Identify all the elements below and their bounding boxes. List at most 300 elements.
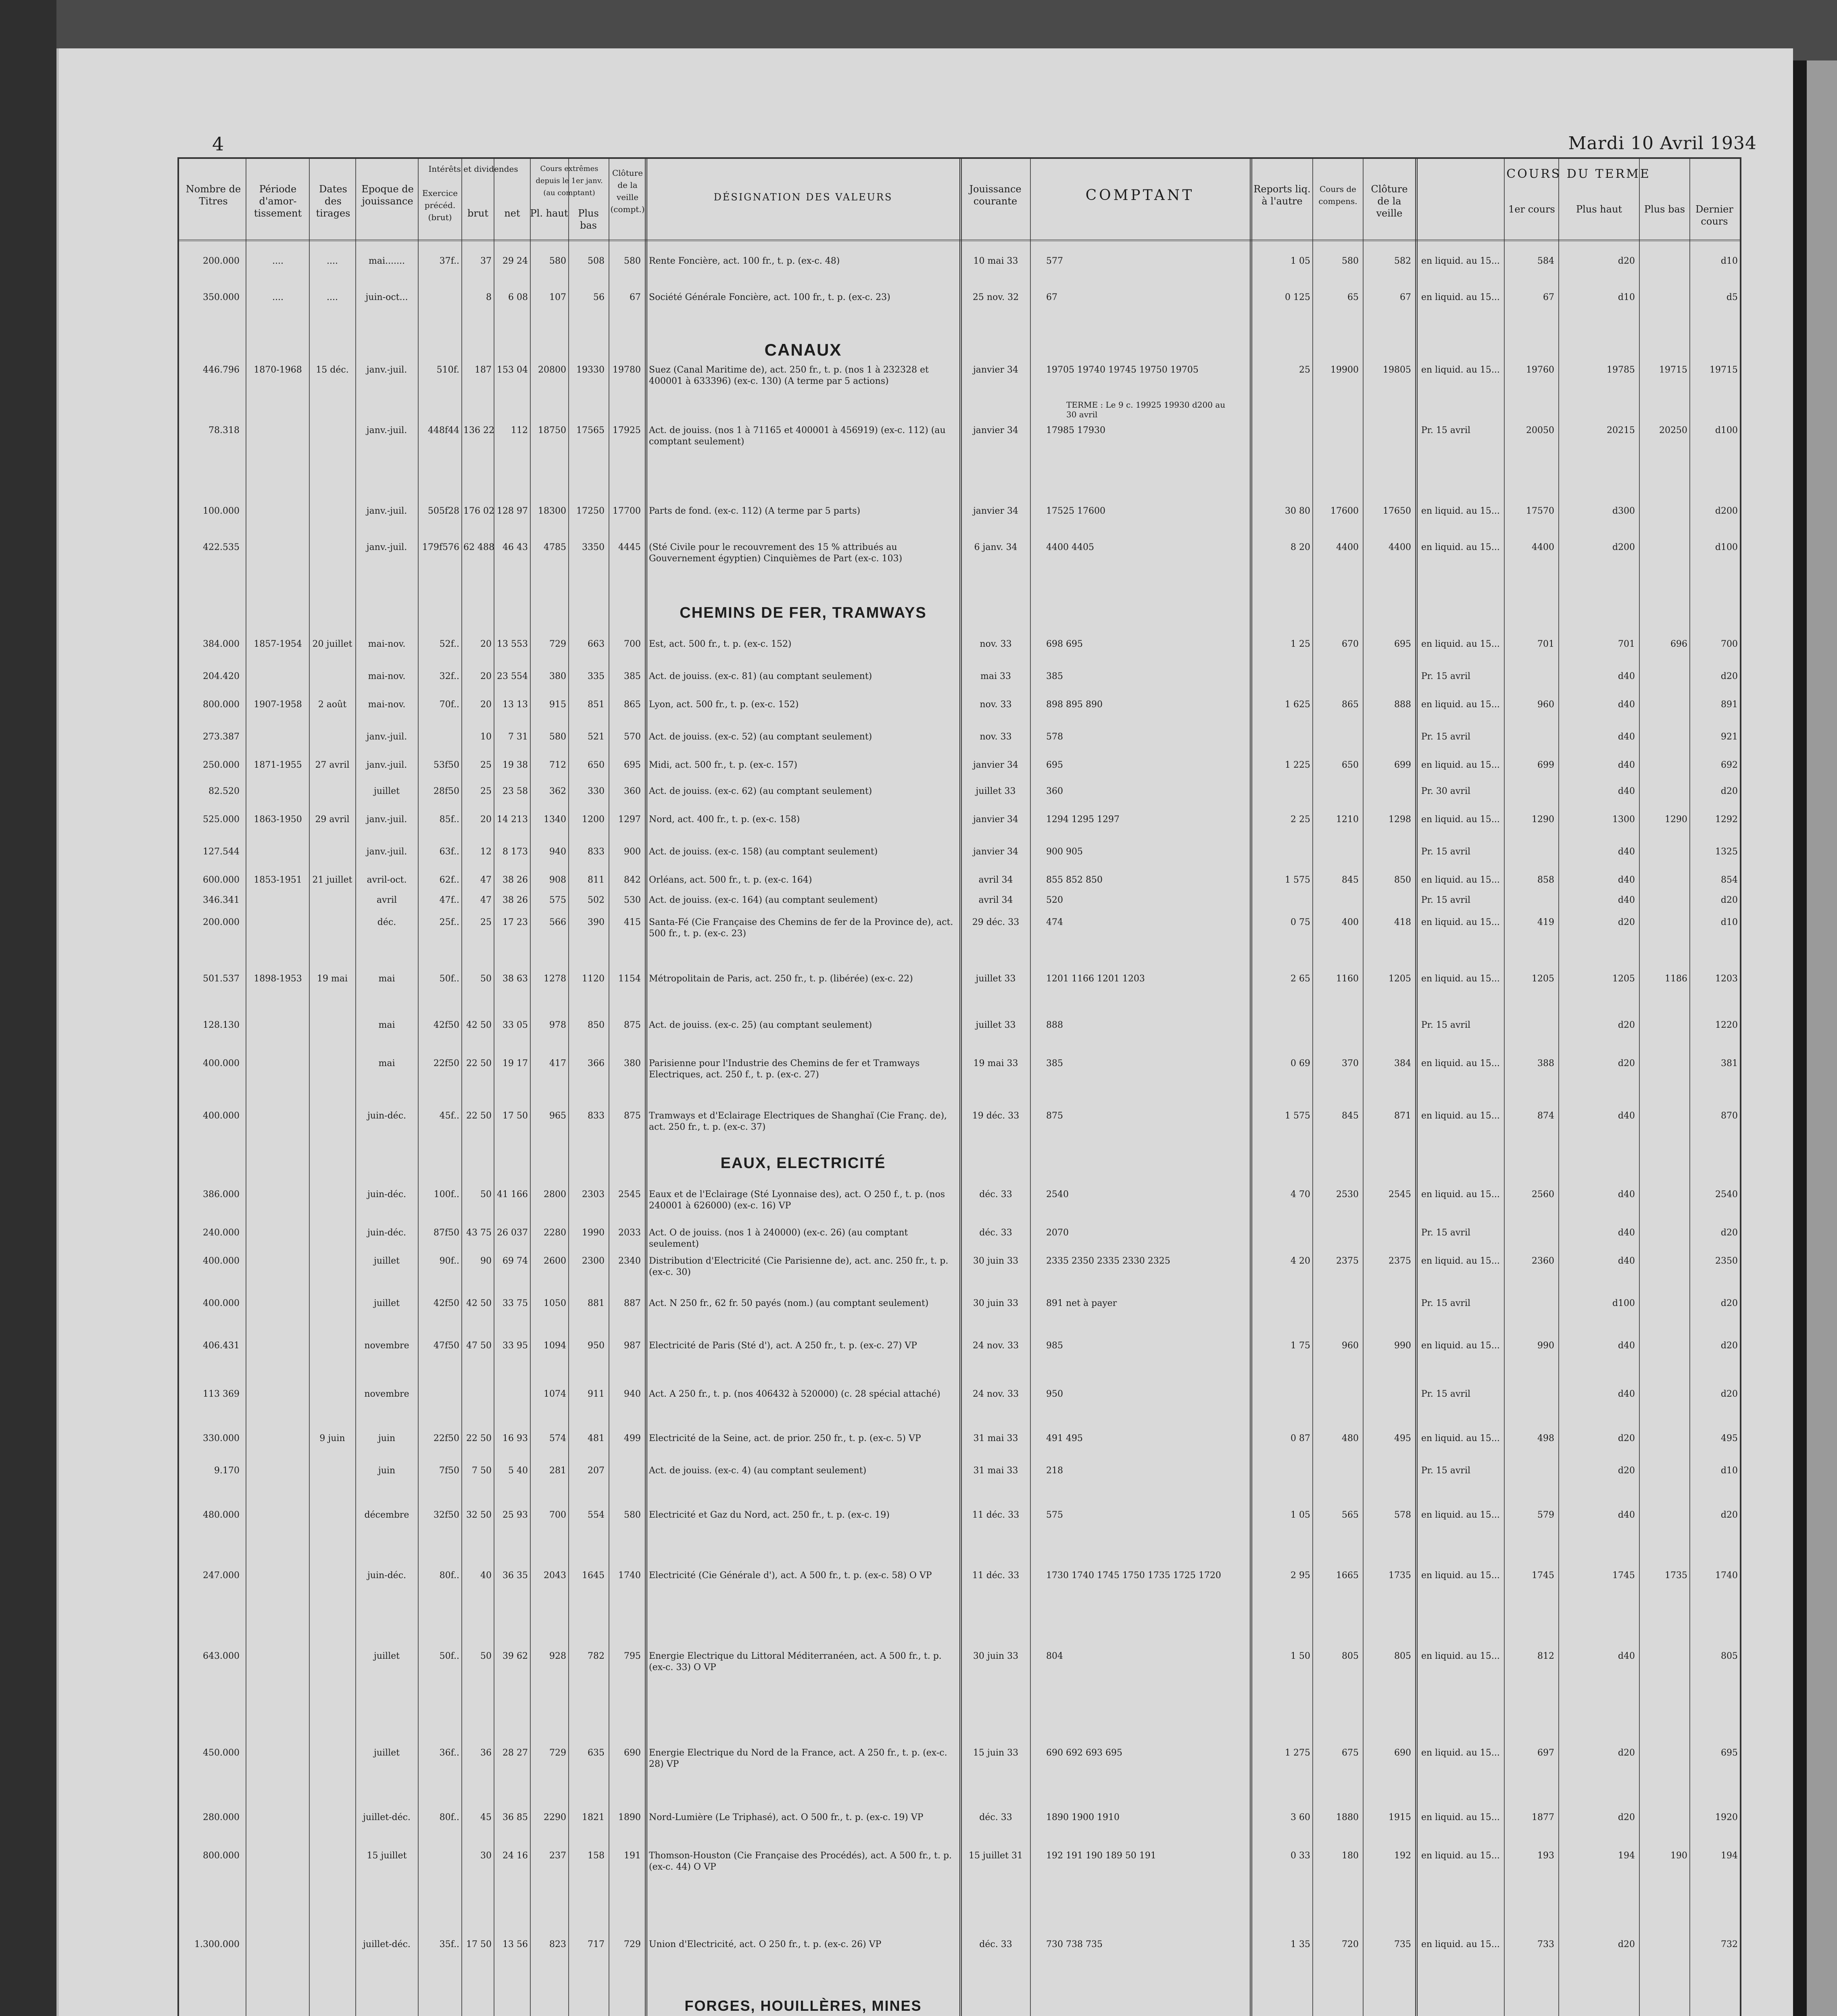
cell-liq: en liquid. au 15...: [1421, 1189, 1500, 1200]
header-cours-du-terme: COURS DU TERME: [1506, 167, 1651, 181]
cell-p1: 960: [1537, 700, 1554, 710]
cell-clot: 384: [1394, 1058, 1411, 1068]
cell-ex: 90f..: [439, 1256, 459, 1266]
cell-brut: 22 50: [466, 1433, 492, 1443]
cell-ph: d20: [1618, 256, 1635, 266]
cell-net: 13 13: [503, 700, 528, 710]
cell-jouis: 30 juin 33: [973, 1298, 1019, 1308]
cell-titres: 643.000: [203, 1651, 240, 1661]
cell-epoque: avril-oct.: [367, 875, 407, 885]
cell-desig: Act. A 250 fr., t. p. (nos 406432 à 520000) (c. 28 spécial attaché): [649, 1389, 940, 1399]
cell-net: 26 037: [497, 1228, 528, 1238]
header-designation: DÉSIGNATION DES VALEURS: [713, 192, 893, 203]
cell-desig: Act. de jouiss. (ex-c. 52) (au comptant seulement): [649, 732, 872, 742]
cell-brut: 32 50: [466, 1510, 492, 1520]
cell-jouis: juillet 33: [976, 786, 1016, 796]
cell-clot: 2375: [1389, 1256, 1411, 1266]
cell-titres: 406.431: [203, 1341, 240, 1351]
cell-liq: en liquid. au 15...: [1421, 542, 1500, 552]
cell-compt: 4400 4405: [1046, 542, 1094, 552]
cell-ex: 32f50: [433, 1510, 459, 1520]
cell-veille: 1154: [618, 974, 641, 984]
cell-jouis: nov. 33: [980, 639, 1012, 649]
cell-liq: Pr. 15 avril: [1421, 1389, 1471, 1399]
cell-titres: 330.000: [203, 1433, 240, 1443]
cell-clot: 495: [1394, 1433, 1411, 1443]
cell-brut: 50: [480, 1651, 492, 1661]
cell-dern: 805: [1721, 1651, 1738, 1661]
cell-rep: 3 60: [1291, 1812, 1310, 1822]
cell-liq: Pr. 15 avril: [1421, 847, 1471, 857]
cell-net: 36 35: [503, 1570, 528, 1581]
cell-phaut: 908: [549, 875, 566, 885]
cell-phaut: 1050: [544, 1298, 566, 1308]
cell-ph: d40: [1618, 847, 1635, 857]
cell-brut: 47: [480, 875, 492, 885]
cell-clot: 990: [1394, 1341, 1411, 1351]
cell-epoque: juillet: [374, 1256, 400, 1266]
cell-compt: 578: [1046, 732, 1063, 742]
cell-veille: 360: [624, 786, 641, 796]
cell-ph: d20: [1618, 1433, 1635, 1443]
cell-coursp: 580: [1342, 256, 1359, 266]
cell-epoque: janv.-juil.: [366, 506, 407, 516]
cell-dern: 700: [1721, 639, 1738, 649]
cell-net: 33 05: [503, 1020, 528, 1030]
cell-liq: en liquid. au 15...: [1421, 256, 1500, 266]
cell-epoque: janv.-juil.: [366, 847, 407, 857]
cell-p1: 67: [1543, 292, 1554, 302]
cell-liq: en liquid. au 15...: [1421, 760, 1500, 770]
cell-veille: 795: [624, 1651, 641, 1661]
cell-ph: d40: [1618, 875, 1635, 885]
cell-phaut: 729: [549, 639, 566, 649]
cell-tirage: 2 août: [318, 700, 347, 710]
cell-veille: 875: [624, 1020, 641, 1030]
cell-pbas: 3350: [582, 542, 605, 552]
cell-pb: 19715: [1659, 365, 1687, 375]
cell-epoque: juin-oct...: [365, 292, 408, 302]
header-jouissance: Jouissance courante: [969, 183, 1022, 207]
cell-desig: Act. de jouiss. (ex-c. 81) (au comptant seulement): [649, 671, 872, 681]
cell-ph: d40: [1618, 700, 1635, 710]
cell-liq: en liquid. au 15...: [1421, 814, 1500, 825]
cell-brut: 42 50: [466, 1298, 492, 1308]
cell-liq: en liquid. au 15...: [1421, 1851, 1500, 1861]
header-cloture: Clôture de la veille: [1371, 183, 1408, 219]
cell-phaut: 362: [549, 786, 566, 796]
cell-jouis: nov. 33: [980, 700, 1012, 710]
cell-liq: en liquid. au 15...: [1421, 506, 1500, 516]
cell-brut: 36: [480, 1748, 492, 1758]
cell-desig: Société Générale Foncière, act. 100 fr., t. p. (ex-c. 23): [649, 292, 890, 302]
cell-net: 38 26: [503, 875, 528, 885]
cell-net: 69 74: [503, 1256, 528, 1266]
cell-desig: Lyon, act. 500 fr., t. p. (ex-c. 152): [649, 700, 799, 710]
cell-compt: 218: [1046, 1466, 1063, 1476]
cell-clot: 418: [1394, 917, 1411, 927]
cell-coursp: 19900: [1330, 365, 1359, 375]
cell-phaut: 978: [549, 1020, 566, 1030]
cell-jouis: 24 nov. 33: [972, 1389, 1019, 1399]
cell-epoque: janv.-juil.: [366, 760, 407, 770]
cell-net: 5 40: [508, 1466, 528, 1476]
terme-note: TERME : Le 9 c. 19925 19930 d200 au 30 avril: [1066, 400, 1226, 419]
cell-coursp: 845: [1342, 1111, 1359, 1121]
cell-coursp: 2375: [1336, 1256, 1359, 1266]
cell-tirage: 27 avril: [315, 760, 350, 770]
cell-coursp: 1210: [1336, 814, 1359, 825]
cell-jouis: 19 mai 33: [973, 1058, 1018, 1068]
header-reports: Reports liq. à l'autre: [1253, 183, 1311, 207]
cell-titres: 350.000: [203, 292, 240, 302]
cell-pbas: 650: [588, 760, 605, 770]
cell-phaut: 4785: [544, 542, 566, 552]
cell-brut: 20: [480, 814, 492, 825]
cell-amort: 1870-1968: [254, 365, 302, 375]
cell-brut: 37: [480, 256, 492, 266]
cell-ph: d40: [1618, 1189, 1635, 1200]
cell-ph: d20: [1618, 1748, 1635, 1758]
cell-compt: 67: [1046, 292, 1057, 302]
cell-dern: d10: [1720, 1466, 1738, 1476]
cell-brut: 90: [480, 1256, 492, 1266]
cell-desig: Eaux et de l'Eclairage (Sté Lyonnaise des), act. O 250 f., t. p. (nos 240001 à 626000) (ex-c. 16) VP: [649, 1189, 945, 1211]
cell-titres: 384.000: [203, 639, 240, 649]
cell-coursp: 180: [1342, 1851, 1359, 1861]
cell-liq: en liquid. au 15...: [1421, 1256, 1500, 1266]
cell-liq: en liquid. au 15...: [1421, 1058, 1500, 1068]
page-number: 4: [212, 133, 224, 155]
cell-brut: 20: [480, 671, 492, 681]
cell-liq: en liquid. au 15...: [1421, 917, 1500, 927]
cell-p1: 697: [1537, 1748, 1554, 1758]
cell-ex: 42f50: [433, 1298, 459, 1308]
cell-ph: d40: [1618, 1389, 1635, 1399]
cell-coursp: 565: [1342, 1510, 1359, 1520]
cell-rep: 1 225: [1285, 760, 1310, 770]
cell-rep: 1 35: [1291, 1939, 1310, 1949]
section-heading-chemins: CHEMINS DE FER, TRAMWAYS: [680, 604, 927, 621]
cell-pbas: 2300: [582, 1256, 605, 1266]
cell-liq: en liquid. au 15...: [1421, 1510, 1500, 1520]
cell-brut: 25: [480, 917, 492, 927]
cell-desig: Act. de jouiss. (ex-c. 4) (au comptant seulement): [649, 1466, 867, 1476]
cell-jouis: 10 mai 33: [973, 256, 1018, 266]
cell-epoque: juin-déc.: [367, 1228, 407, 1238]
cell-net: 25 93: [503, 1510, 528, 1520]
header-cloture-veille: Clôture de la veille (compt.): [610, 168, 645, 214]
cell-veille: 415: [624, 917, 641, 927]
cell-veille: 499: [624, 1433, 641, 1443]
cell-liq: Pr. 15 avril: [1421, 671, 1471, 681]
cell-dern: 381: [1721, 1058, 1738, 1068]
cell-epoque: déc.: [377, 917, 396, 927]
cell-titres: 240.000: [203, 1228, 240, 1238]
cell-dern: d200: [1715, 506, 1738, 516]
cell-coursp: 1665: [1336, 1570, 1359, 1581]
cell-jouis: déc. 33: [979, 1189, 1012, 1200]
cell-pbas: 1120: [582, 974, 605, 984]
cell-phaut: 20800: [538, 365, 566, 375]
cell-net: 19 17: [503, 1058, 528, 1068]
cell-brut: 30: [480, 1851, 492, 1861]
cell-pbas: 881: [588, 1298, 605, 1308]
cell-net: 7 31: [508, 732, 528, 742]
cell-ex: 510f.: [436, 365, 459, 375]
cell-clot: 192: [1394, 1851, 1411, 1861]
cell-phaut: 2290: [544, 1812, 566, 1822]
cell-phaut: 700: [549, 1510, 566, 1520]
cell-tirage: 15 déc.: [316, 365, 349, 375]
cell-veille: 695: [624, 760, 641, 770]
cell-jouis: 30 juin 33: [973, 1651, 1019, 1661]
cell-pbas: 335: [588, 671, 605, 681]
cell-clot: 699: [1394, 760, 1411, 770]
cell-liq: en liquid. au 15...: [1421, 365, 1500, 375]
header-epoque: Epoque de jouissance: [361, 183, 414, 207]
cell-pbas: 1821: [582, 1812, 605, 1822]
cell-p1: 388: [1537, 1058, 1554, 1068]
cell-coursp: 720: [1342, 1939, 1359, 1949]
cell-titres: 400.000: [203, 1256, 240, 1266]
cell-phaut: 2800: [544, 1189, 566, 1200]
cell-ex: 42f50: [433, 1020, 459, 1030]
cell-ex: 45f..: [439, 1111, 459, 1121]
cell-veille: 19780: [613, 365, 641, 375]
cell-rep: 1 05: [1291, 1510, 1310, 1520]
cell-net: 112: [511, 425, 528, 435]
cell-pb: 1186: [1665, 974, 1687, 984]
cell-titres: 82.520: [209, 786, 240, 796]
cell-ph: d40: [1618, 760, 1635, 770]
cell-phaut: 580: [549, 732, 566, 742]
cell-liq: en liquid. au 15...: [1421, 700, 1500, 710]
cell-compt: 950: [1046, 1389, 1063, 1399]
cell-veille: 842: [624, 875, 641, 885]
cell-clot: 690: [1394, 1748, 1411, 1758]
cell-liq: en liquid. au 15...: [1421, 1939, 1500, 1949]
cell-veille: 2340: [618, 1256, 641, 1266]
cell-desig: Santa-Fé (Cie Française des Chemins de fer de la Province de), act. 500 fr., t. p. (ex-c. 23): [649, 917, 953, 939]
cell-compt: 875: [1046, 1111, 1063, 1121]
cell-desig: Electricité de la Seine, act. de prior. 250 fr., t. p. (ex-c. 5) VP: [649, 1433, 921, 1443]
cell-liq: Pr. 15 avril: [1421, 732, 1471, 742]
cell-phaut: 729: [549, 1748, 566, 1758]
cell-jouis: déc. 33: [979, 1939, 1012, 1949]
cell-brut: 62 488: [463, 542, 494, 552]
cell-coursp: 2530: [1336, 1189, 1359, 1200]
cell-pb: 1290: [1665, 814, 1687, 825]
header-comptant: COMPTANT: [1085, 187, 1195, 204]
cell-desig: Rente Foncière, act. 100 fr., t. p. (ex-c. 48): [649, 256, 840, 266]
cell-epoque: mai.......: [369, 256, 405, 266]
cell-compt: 730 738 735: [1046, 1939, 1103, 1949]
cell-titres: 9.170: [214, 1466, 240, 1476]
cell-compt: 690 692 693 695: [1046, 1748, 1122, 1758]
header-terme-plus-haut: Plus haut: [1576, 204, 1622, 215]
cell-p1: 858: [1537, 875, 1554, 885]
cell-amort: 1863-1950: [254, 814, 302, 825]
cell-veille: 865: [624, 700, 641, 710]
cell-brut: 25: [480, 786, 492, 796]
cell-compt: 900 905: [1046, 847, 1083, 857]
cell-compt: 17525 17600: [1046, 506, 1105, 516]
cell-rep: 0 125: [1285, 292, 1310, 302]
cell-p1: 4400: [1532, 542, 1554, 552]
cell-veille: 380: [624, 1058, 641, 1068]
cell-net: 17 23: [503, 917, 528, 927]
cell-desig: Thomson-Houston (Cie Française des Procédés), act. A 500 fr., t. p. (ex-c. 44) O VP: [649, 1851, 952, 1872]
cell-amort: 1857-1954: [254, 639, 302, 649]
cell-tirage: 9 juin: [319, 1433, 345, 1443]
cell-dern: d100: [1715, 425, 1738, 435]
cell-clot: 67: [1400, 292, 1411, 302]
cell-coursp: 1880: [1336, 1812, 1359, 1822]
cell-compt: 698 695: [1046, 639, 1083, 649]
header-titres: Nombre de Titres: [186, 183, 241, 207]
cell-phaut: 915: [549, 700, 566, 710]
scan-left-margin: [0, 0, 56, 2016]
cell-amort: 1871-1955: [254, 760, 302, 770]
cell-net: 46 43: [503, 542, 528, 552]
cell-titres: 100.000: [203, 506, 240, 516]
cell-jouis: 11 déc. 33: [972, 1510, 1020, 1520]
cell-ex: 36f..: [439, 1748, 459, 1758]
cell-compt: 891 net à payer: [1046, 1298, 1117, 1308]
cell-rep: 1 575: [1285, 1111, 1310, 1121]
cell-net: 38 63: [503, 974, 528, 984]
cell-jouis: 31 mai 33: [973, 1466, 1018, 1476]
cell-ph: 1205: [1612, 974, 1635, 984]
cell-ex: 100f..: [434, 1189, 459, 1200]
cell-pb: 1735: [1665, 1570, 1687, 1581]
cell-veille: 570: [624, 732, 641, 742]
cell-epoque: juillet: [374, 786, 400, 796]
cell-p1: 874: [1537, 1111, 1554, 1121]
cell-dern: 870: [1721, 1111, 1738, 1121]
cell-dern: d20: [1720, 1228, 1738, 1238]
cell-ph: d40: [1618, 786, 1635, 796]
cell-dern: 1220: [1715, 1020, 1738, 1030]
cell-ph: d40: [1618, 1510, 1635, 1520]
cell-dern: d20: [1720, 1298, 1738, 1308]
cell-ph: d40: [1618, 1111, 1635, 1121]
cell-desig: Nord, act. 400 fr., t. p. (ex-c. 158): [649, 814, 800, 825]
cell-dern: d20: [1720, 1341, 1738, 1351]
cell-p1: 990: [1537, 1341, 1554, 1351]
cell-pbas: 1645: [582, 1570, 605, 1581]
cell-rep: 4 70: [1291, 1189, 1310, 1200]
cell-epoque: mai-nov.: [368, 639, 406, 649]
cell-p1: 584: [1537, 256, 1554, 266]
cell-ph: 1300: [1612, 814, 1635, 825]
cell-net: 14 213: [497, 814, 528, 825]
cell-coursp: 805: [1342, 1651, 1359, 1661]
cell-net: 33 75: [503, 1298, 528, 1308]
header-brut: brut: [467, 208, 488, 219]
cell-epoque: avril: [376, 895, 397, 905]
cell-pbas: 19330: [576, 365, 605, 375]
cell-dern: d10: [1720, 256, 1738, 266]
header-interets: Intérêts et dividendes: [428, 164, 518, 174]
cell-epoque: juin-déc.: [367, 1189, 407, 1200]
cell-titres: 800.000: [203, 700, 240, 710]
cell-p1: 2560: [1532, 1189, 1554, 1200]
cell-pbas: 635: [588, 1748, 605, 1758]
cell-rep: 8 20: [1291, 542, 1310, 552]
cell-clot: 805: [1394, 1651, 1411, 1661]
cell-rep: 2 95: [1291, 1570, 1310, 1581]
cell-brut: 43 75: [466, 1228, 492, 1238]
cell-desig: Suez (Canal Maritime de), act. 250 fr., t. p. (nos 1 à 232328 et 400001 à 633396) (ex-c. 130) (A terme par 5 actions): [649, 365, 929, 386]
cell-ex: 448f44: [427, 425, 459, 435]
cell-jouis: 24 nov. 33: [972, 1341, 1019, 1351]
cell-veille: 17925: [613, 425, 641, 435]
cell-phaut: 1074: [544, 1389, 566, 1399]
cell-compt: 491 495: [1046, 1433, 1083, 1443]
cell-rep: 0 87: [1291, 1433, 1310, 1443]
cell-brut: 20: [480, 639, 492, 649]
cell-titres: 346.341: [203, 895, 240, 905]
cell-net: 41 166: [497, 1189, 528, 1200]
cell-veille: 580: [624, 1510, 641, 1520]
cell-amort: 1898-1953: [254, 974, 302, 984]
cell-pbas: 782: [588, 1651, 605, 1661]
header-tirages: Dates des tirages: [316, 183, 350, 219]
cell-ex: 37f..: [439, 256, 459, 266]
header-premier-cours: 1er cours: [1508, 204, 1555, 215]
cell-brut: 10: [480, 732, 492, 742]
cell-net: 13 56: [503, 1939, 528, 1949]
cell-desig: Parts de fond. (ex-c. 112) (A terme par 5 parts): [649, 506, 861, 516]
cell-ex: 62f..: [439, 875, 459, 885]
cell-liq: Pr. 15 avril: [1421, 1466, 1471, 1476]
cell-clot: 695: [1394, 639, 1411, 649]
cell-pbas: 521: [588, 732, 605, 742]
cell-veille: 530: [624, 895, 641, 905]
cell-coursp: 4400: [1336, 542, 1359, 552]
cell-pbas: 17250: [576, 506, 605, 516]
cell-jouis: juillet 33: [976, 1020, 1016, 1030]
cell-ph: 194: [1618, 1851, 1635, 1861]
cell-p1: 579: [1537, 1510, 1554, 1520]
cell-phaut: 575: [549, 895, 566, 905]
cell-dern: 1920: [1715, 1812, 1738, 1822]
cell-veille: 1297: [618, 814, 641, 825]
cell-ph: d40: [1618, 1256, 1635, 1266]
cell-ex: 80f..: [439, 1570, 459, 1581]
cell-p1: 193: [1537, 1851, 1554, 1861]
cell-titres: 800.000: [203, 1851, 240, 1861]
cell-compt: 985: [1046, 1341, 1063, 1351]
cell-compt: 19705 19740 19745 19750 19705: [1046, 365, 1199, 375]
cell-jouis: déc. 33: [979, 1812, 1012, 1822]
cell-ph: 20215: [1607, 425, 1635, 435]
cell-coursp: 17600: [1330, 506, 1359, 516]
cell-phaut: 574: [549, 1433, 566, 1443]
cell-coursp: 480: [1342, 1433, 1359, 1443]
cell-desig: Act. de jouiss. (ex-c. 158) (au comptant seulement): [649, 847, 878, 857]
cell-brut: 47: [480, 895, 492, 905]
cell-pbas: 158: [588, 1851, 605, 1861]
cell-tirage: ....: [327, 256, 338, 266]
cell-liq: en liquid. au 15...: [1421, 1341, 1500, 1351]
cell-pbas: 2303: [582, 1189, 605, 1200]
cell-rep: 1 75: [1291, 1341, 1310, 1351]
cell-p1: 17570: [1526, 506, 1554, 516]
cell-desig: Electricité de Paris (Sté d'), act. A 250 fr., t. p. (ex-c. 27) VP: [649, 1341, 917, 1351]
